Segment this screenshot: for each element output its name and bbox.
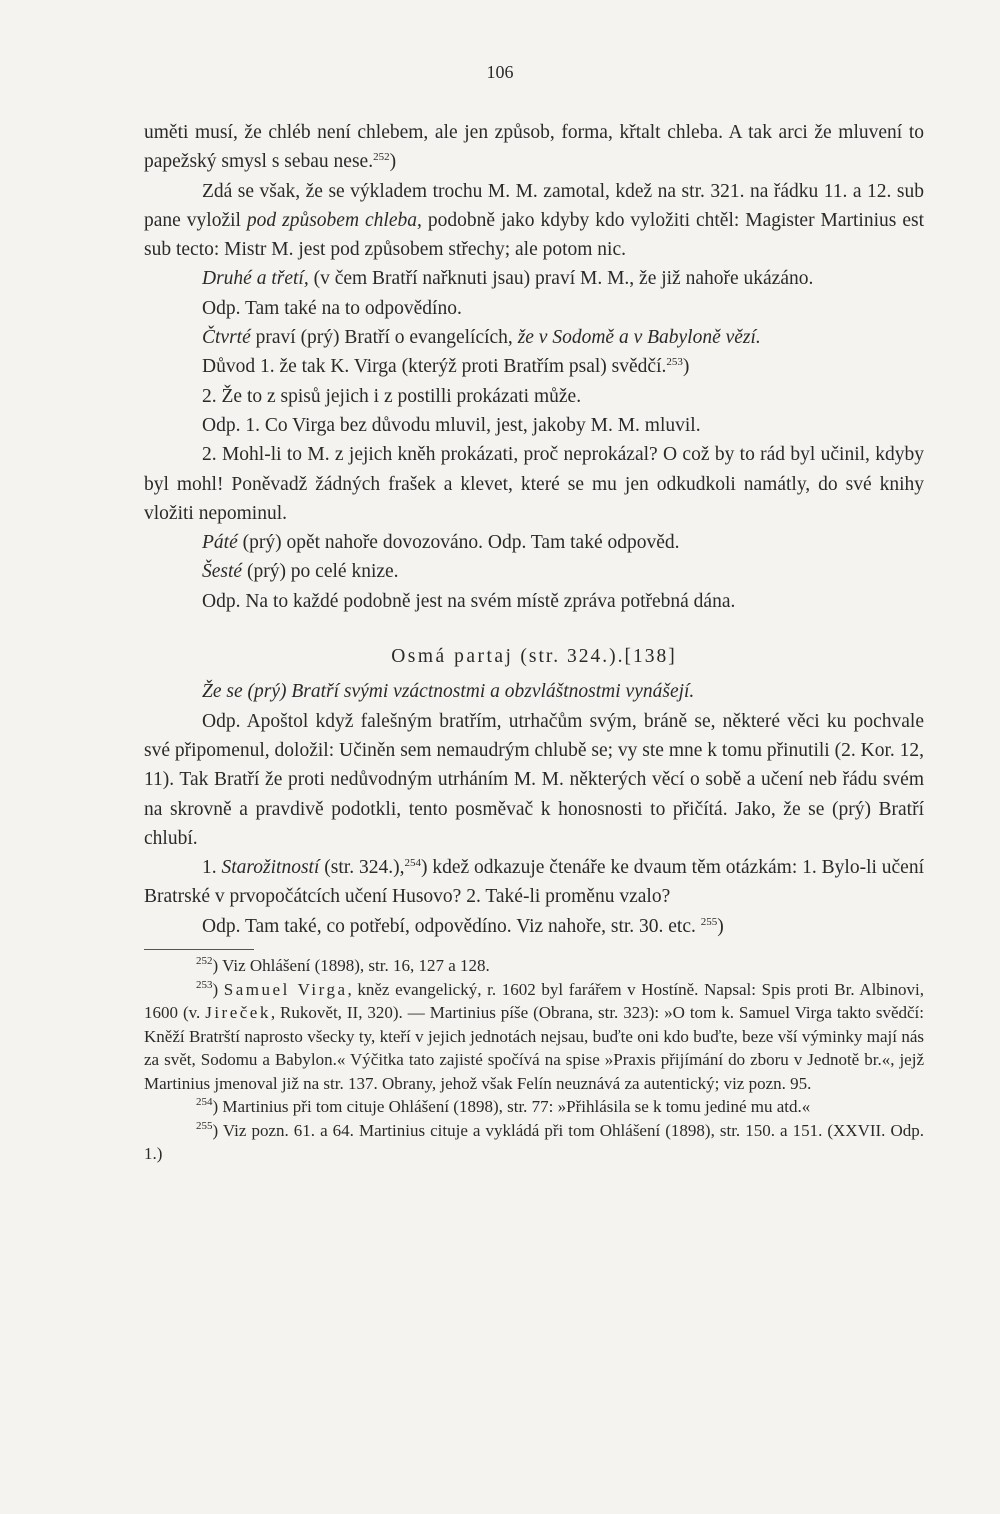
paragraph: Odp. Na to každé podobně jest na svém místě zpráva potřebná dána. xyxy=(202,590,736,612)
text: 1. xyxy=(202,857,217,879)
paragraph: Odp. Tam také, co potřebí, odpovědíno. Viz nahoře, str. 30. etc. $^{255}$) xyxy=(202,915,724,937)
text: Zdá se však, že se výkladem trochu M. M. zamotal, kdež na str. 321. na řádku 11. a 12. sub pane vyložil xyxy=(144,180,924,231)
footnote-ref: 254 xyxy=(404,857,421,870)
footnote: $^{255}$) Viz pozn. 61. a 64. Martinius cituje a vykládá při tom Ohlášení (1898), str. 150. a 151. (XXVII. Odp. 1.) xyxy=(144,1119,925,1164)
text: praví (prý) Bratří o evangelících, xyxy=(255,327,513,349)
footnote-text: , kněz evangelický, r. 1602 byl farářem v Hostíně. Napsal: Spis proti Br. Albinovi, 1600 (v. xyxy=(144,979,924,1023)
footnote-text: Viz pozn. 61. a 64. Martinius cituje a vykládá při tom Ohlášení (1898), str. 150. a 151. (XXVII. Odp. 1.) xyxy=(144,1120,925,1164)
footnote-text: Martinius při tom cituje Ohlášení (1898), str. 77: »Přihlásila se k tomu jediné mu atd.« xyxy=(222,1097,811,1117)
footnote-mark: 252 xyxy=(196,955,213,968)
paragraph xyxy=(144,323,924,352)
paragraph: Odp. 1. Co Virga bez důvodu mluvil, jest, jakoby M. M. mluvil. xyxy=(202,414,701,436)
text: (prý) po celé knize. xyxy=(246,561,399,583)
italic-text: Páté xyxy=(202,532,238,554)
text: uměti musí, že chléb není chlebem, ale jen způsob, forma, křtalt chleba. A tak arci že mluvení to papežský smysl s sebau nese. xyxy=(144,122,924,173)
footnotes xyxy=(144,954,924,1166)
footnote-ref: 253 xyxy=(666,356,683,369)
text: podobně jako kdyby kdo vyložiti chtěl: Magister Martinius est sub tecto: Mistr M. jest pod způsobem střechy; ale potom nic. xyxy=(144,209,924,261)
italic-text: Čtvrté xyxy=(202,327,251,349)
footnote-mark: 255 xyxy=(196,1119,213,1132)
footnote-ref: 252 xyxy=(373,151,390,164)
italic-text: Starožitností xyxy=(221,857,320,879)
footnote-ref: 255 xyxy=(700,915,718,928)
footnote-text: , Rukovět, II, 320). — Martinius píše (Obrana, str. 323): »O tom k. Samuel Virga takto svědčí: Kněží Bratrští naprosto všecky ty, kteří v jejich jednotách nejsau, buďte oni kdo buďte, beze vší výminky mají nás za svět, Sodomu a Babylon.« Výčitka tato zajisté spočívá na spise »Praxis přijímání do zboru v Jednotě br.«, jejž Martinius jmenoval již na str. 137. Obrany, jehož však Felín neuznává za autentický; viz pozn. 95. xyxy=(144,1003,924,1093)
heading-spaced: Osmá partaj xyxy=(391,646,514,668)
paragraph xyxy=(144,557,924,586)
paragraph: Odp. Tam také na to odpovědíno. xyxy=(202,297,462,319)
italic-text: že v Sodomě a v Babyloně vězí. xyxy=(517,327,761,349)
paragraph: 1. Starožitností (str. 324.),$^{254}$) kdež odkazuje čtenáře ke dvaum těm otázkám: 1. Bylo-li učení Bratrské v prvopočátcích učení Husovo? 2. Také-li proměnu vzalo? xyxy=(144,857,925,908)
spaced-name: Jireček xyxy=(205,1003,271,1023)
paragraph: Odp. Apoštol když falešným bratřím, utrhačům svým, bráně se, některé věci ku pochvale své připomenul, doložil: Učiněn sem nemaudrým chlubě se; vy ste mne k tomu přinutili (2. Kor. 12, 11). Tak Bratří že proti nedůvodným utrháním M. M. některých věcí o sobě a učení neb řádu svém na skrovně a pravdivě podotkli, tento posměvač k honosnosti to přičítá. Jako, že se (prý) Bratří chlubí. xyxy=(144,710,924,849)
text: kdež odkazuje čtenáře ke dvaum těm otázkám: 1. Bylo-li učení Bratrské v prvopočátcích učení Husovo? 2. Také-li proměnu vzalo? xyxy=(144,857,925,908)
footnote-mark: 253 xyxy=(196,978,213,991)
paragraph: 2. Že to z spisů jejich i z postilli prokázati může. xyxy=(202,385,582,407)
page-number: 106 xyxy=(486,62,514,82)
text: (prý) opět nahoře dovozováno. Odp. Tam také odpověd. xyxy=(242,532,680,554)
spaced-name: Samuel Virga xyxy=(223,979,348,999)
footnote-divider xyxy=(144,949,254,950)
italic-text: Že se (prý) Bratří svými vzáctnostmi a obzvláštnostmi vynášejí. xyxy=(202,681,695,703)
section-subtitle xyxy=(144,677,924,706)
paragraph: Důvod 1. že tak K. Virga (kterýž proti Bratřím psal) svědčí.$^{253}$) xyxy=(202,356,690,378)
italic-text: pod způsobem chleba, xyxy=(246,209,422,231)
section-heading xyxy=(144,642,924,671)
main-text xyxy=(144,118,924,1166)
paragraph xyxy=(144,177,924,265)
text: (str. 324.), xyxy=(324,857,405,879)
footnote: $^{252}$) Viz Ohlášení (1898), str. 16, 127 a 128. xyxy=(196,955,490,976)
paragraph: uměti musí, že chléb není chlebem, ale jen způsob, forma, křtalt chleba. A tak arci že mluvení to papežský smysl s sebau nese.$^{252}$) xyxy=(144,122,924,173)
text: Důvod 1. že tak K. Virga (kterýž proti Bratřím psal) svědčí. xyxy=(202,356,667,378)
text: Odp. Tam také, co potřebí, odpovědíno. Viz nahoře, str. 30. etc. xyxy=(202,915,696,937)
heading-ref: (str. 324.).[138] xyxy=(520,646,677,668)
italic-text: Šesté xyxy=(202,561,243,583)
paragraph xyxy=(144,264,924,293)
paragraph: 2. Mohl-li to M. z jejich kněh prokázati, proč neprokázal? O což by to rád byl učinil, kdyby byl mohl! Poněvadž žádných frašek a klevet, které se mu jen odkudkoli namátly, do své knihy vložiti nepominul. xyxy=(144,444,924,524)
footnote-mark: 254 xyxy=(196,1096,213,1109)
footnote-text: Viz Ohlášení (1898), str. 16, 127 a 128. xyxy=(222,956,490,976)
paragraph xyxy=(144,528,924,557)
footnote: $^{253}$) Samuel Virga, kněz evangelický, r. 1602 byl farářem v Hostíně. Napsal: Spis proti Br. Albinovi, 1600 (v. Jireček, Rukovět, II, 320). — Martinius píše (Obrana, str. 323): »O tom k. Samuel Virga takto svědčí: Kněží Bratrští naprosto všecky ty, kteří v jejich jednotách nejsau, buďte oni kdo buďte, beze vší výminky mají nás za svět, Sodomu a Babylon.« Výčitka tato zajisté spočívá na spise »Praxis přijímání do zboru v Jednotě br.«, jejž Martinius jmenoval již na str. 137. Obrany, jehož však Felín neuznává za autentický; viz pozn. 95. xyxy=(144,978,924,1093)
italic-text: Druhé a třetí, xyxy=(202,268,309,290)
footnote: $^{254}$) Martinius při tom cituje Ohlášení (1898), str. 77: »Přihlásila se k tomu jediné mu atd.« xyxy=(196,1096,811,1117)
text: (v čem Bratří nařknuti jsau) praví M. M., že již nahoře ukázáno. xyxy=(313,268,814,290)
